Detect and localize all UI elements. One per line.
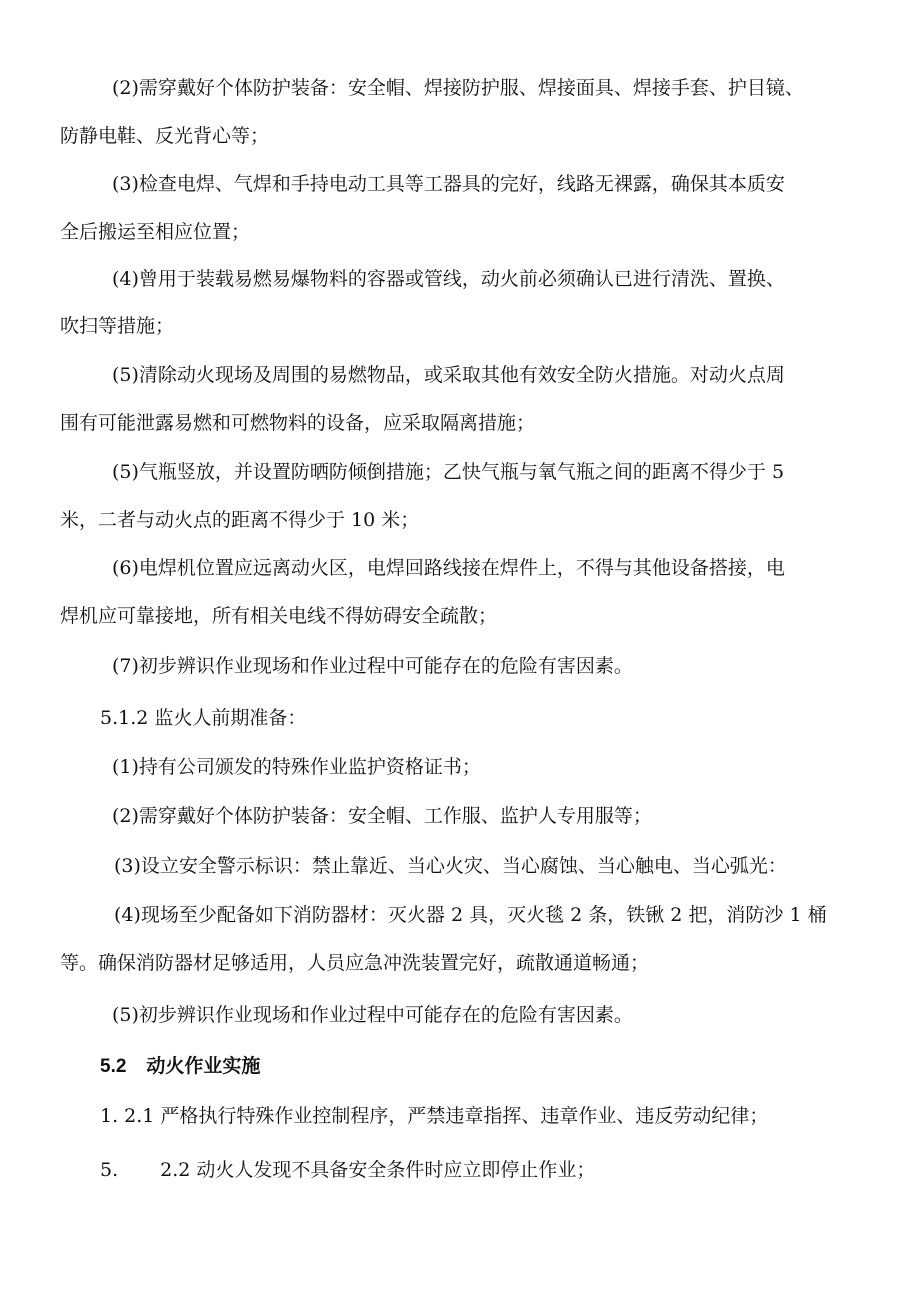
para-5b-line-1: (5)气瓶竖放，并设置防晒防倾倒措施；乙快气瓶与氧气瓶之间的距离不得少于 5	[112, 461, 785, 483]
para-6-line-1: (6)电焊机位置应远离动火区，电焊回路线接在焊件上，不得与其他设备搭接，电	[112, 557, 785, 579]
item-2-1: 1. 2.1 严格执行特殊作业控制程序，严禁违章指挥、违章作业、违反劳动纪律；	[100, 1105, 769, 1127]
section-heading-5-2-number: 5.2	[100, 1056, 127, 1077]
para-2-line-2: 防静电鞋、反光背心等；	[60, 125, 270, 147]
supervisor-item-3: (3)设立安全警示标识：禁止靠近、当心火灾、当心腐蚀、当心触电、当心弧光：	[114, 855, 787, 877]
para-7: (7)初步辨识作业现场和作业过程中可能存在的危险有害因素。	[112, 655, 633, 677]
section-heading-5-2	[100, 1051, 260, 1082]
supervisor-item-2: (2)需穿戴好个体防护装备：安全帽、工作服、监护人专用服等；	[112, 805, 652, 827]
para-3-line-2: 全后搬运至相应位置；	[60, 221, 251, 243]
supervisor-item-4-line-1: (4)现场至少配备如下消防器材：灭火器 2 具，灭火毯 2 条，铁锹 2 把，消防沙 1 桶	[114, 904, 827, 926]
item-2-2-text: 2.2 动火人发现不具备安全条件时应立即停止作业；	[160, 1159, 596, 1181]
item-2-2-number: 5.	[100, 1159, 119, 1181]
supervisor-item-4-line-2: 等。确保消防器材足够适用，人员应急冲洗装置完好，疏散通道畅通；	[60, 952, 650, 974]
para-5a-line-1: (5)清除动火现场及周围的易燃物品，或采取其他有效安全防火措施。对动火点周	[112, 364, 785, 386]
section-heading-5-2-title: 动火作业实施	[146, 1055, 261, 1077]
para-4-line-2: 吹扫等措施；	[60, 315, 175, 337]
supervisor-item-1: (1)持有公司颁发的特殊作业监护资格证书；	[112, 756, 481, 778]
supervisor-item-5: (5)初步辨识作业现场和作业过程中可能存在的危险有害因素。	[112, 1004, 633, 1026]
para-5b-line-2: 米，二者与动火点的距离不得少于 10 米；	[60, 509, 420, 531]
para-5a-line-2: 围有可能泄露易燃和可燃物料的设备，应采取隔离措施；	[60, 412, 536, 434]
para-3-line-1: (3)检查电焊、气焊和手持电动工具等工器具的完好，线路无裸露，确保其本质安	[112, 173, 785, 195]
item-2-2	[100, 1155, 595, 1185]
section-heading-5-1-2: 5.1.2 监火人前期准备：	[100, 707, 307, 729]
para-2-line-1: (2)需穿戴好个体防护装备：安全帽、焊接防护服、焊接面具、焊接手套、护目镜、	[112, 77, 804, 99]
para-6-line-2: 焊机应可靠接地，所有相关电线不得妨碍安全疏散；	[60, 605, 498, 627]
para-4-line-1: (4)曾用于装载易燃易爆物料的容器或管线，动火前必须确认已进行清洗、置换、	[112, 268, 785, 290]
